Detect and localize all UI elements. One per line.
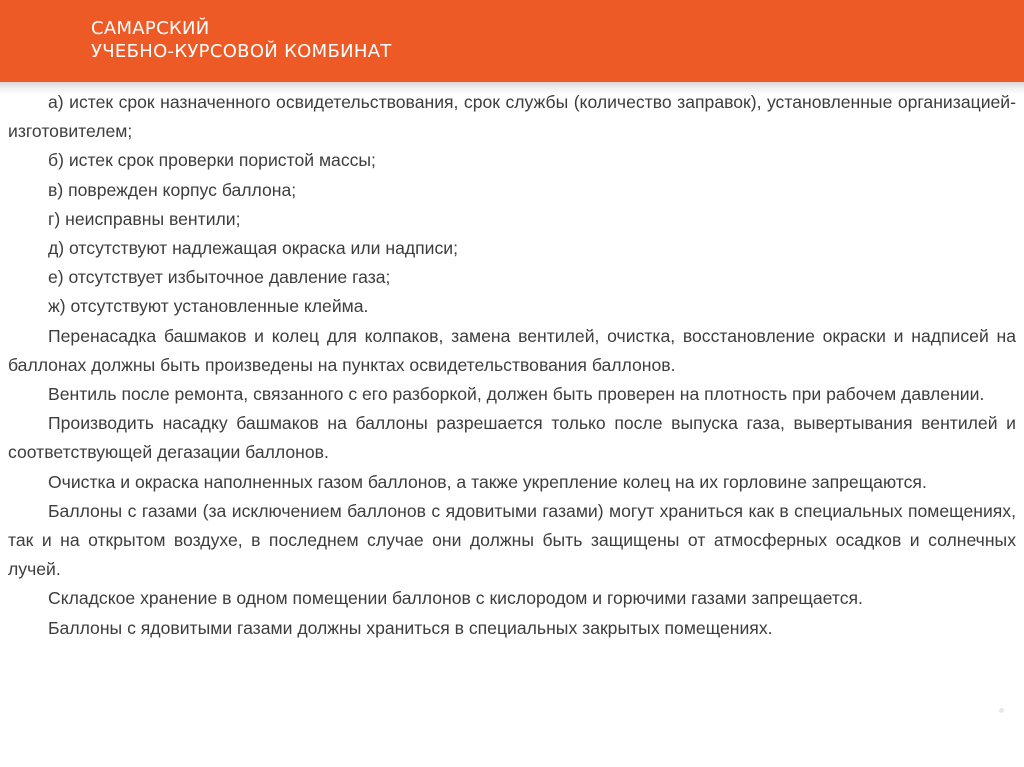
paragraph-warehouse-ban: Складское хранение в одном помещении баллонов с кислородом и горючими газами запрещается.	[48, 588, 863, 609]
list-item-e: е) отсутствует избыточное давление газа;	[48, 267, 391, 288]
paragraph-valve-check: Вентиль после ремонта, связанного с его разборкой, должен быть проверен на плотность при рабочем давлении.	[48, 384, 985, 405]
list-item-a: а) истек срок назначенного освидетельствования, срок службы (количество заправок), установленные организацией-изготовителем;	[8, 92, 1016, 142]
paragraph-toxic-storage: Баллоны с ядовитыми газами должны храниться в специальных закрытых помещениях.	[48, 617, 773, 638]
brand-logo-text	[91, 17, 392, 63]
brand-line-1: САМАРСКИЙ	[91, 18, 210, 39]
paragraph-storage: Баллоны с газами (за исключением баллонов с ядовитыми газами) могут храниться как в специальных помещениях, так и на открытом воздухе, в последнем случае они должны быть защищены от атмосферных осадков и солнечных лучей.	[8, 500, 1016, 580]
list-item-zh: ж) отсутствуют установленные клейма.	[48, 296, 369, 317]
list-item-g: г) неисправны вентили;	[48, 208, 241, 229]
slide-body-text	[8, 88, 1016, 643]
brand-line-2: УЧЕБНО-КУРСОВОЙ КОМБИНАТ	[91, 41, 392, 62]
paragraph-shoe-fitting: Производить насадку башмаков на баллоны разрешается только после выпуска газа, вывертывания вентилей и соответствующей дегазации баллонов.	[8, 413, 1016, 463]
list-item-d: д) отсутствуют надлежащая окраска или надписи;	[48, 238, 458, 259]
decorative-dot	[999, 708, 1004, 713]
paragraph-reshoeing: Перенасадка башмаков и колец для колпаков, замена вентилей, очистка, восстановление окраски и надписей на баллонах должны быть произведены на пунктах освидетельствования баллонов.	[8, 325, 1016, 375]
paragraph-cleaning-ban: Очистка и окраска наполненных газом баллонов, а также укрепление колец на их горловине запрещаются.	[48, 471, 927, 492]
list-item-v: в) поврежден корпус баллона;	[48, 179, 297, 200]
header-bar	[0, 0, 1024, 82]
list-item-b: б) истек срок проверки пористой массы;	[48, 150, 376, 171]
